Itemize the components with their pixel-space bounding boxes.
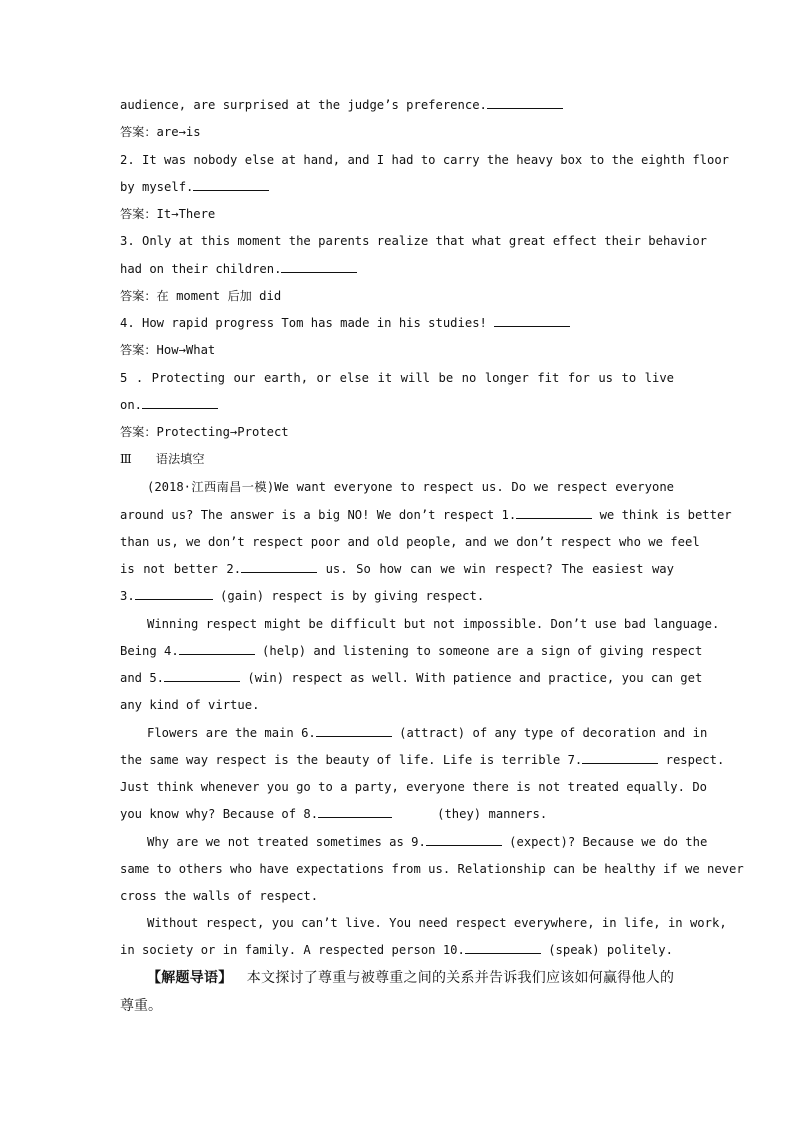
section-numeral: Ⅲ bbox=[120, 452, 132, 466]
guide-line2: 尊重。 bbox=[120, 998, 162, 1014]
answer-blank-4 bbox=[179, 643, 255, 655]
answer-blank-1 bbox=[516, 507, 592, 519]
question-2: 2. It was nobody else at hand, and I had to carry the heavy box to the eighth floor bbox=[120, 153, 730, 167]
passage-p4-line2: same to others who have expectations from us. Relationship can be healthy if we never bbox=[120, 862, 744, 876]
question-1-tail: audience, are surprised at the judge’s preference. bbox=[120, 97, 674, 113]
section-heading bbox=[120, 451, 674, 467]
answer-blank-5 bbox=[164, 670, 240, 682]
section-title: 语法填空 bbox=[155, 452, 205, 466]
passage-p4-line1: Why are we not treated sometimes as 9. (expect)? Because we do the bbox=[147, 835, 708, 849]
passage-p1-line3: than us, we don’t respect poor and old people, and we don’t respect who we feel bbox=[120, 535, 700, 549]
answer-blank-3 bbox=[135, 588, 213, 600]
passage-p2-line2: Being 4. (help) and listening to someone are a sign of giving respect bbox=[120, 644, 703, 658]
question-5: 5 . Protecting our earth, or else it will be no longer fit for us to live bbox=[120, 371, 674, 385]
passage-p1-line2: around us? The answer is a big NO! We don’t respect 1. we think is better bbox=[120, 508, 732, 522]
passage-p3-line2: the same way respect is the beauty of life. Life is terrible 7. respect. bbox=[120, 753, 725, 767]
answer-blank bbox=[494, 315, 570, 327]
question-2-cont: by myself. bbox=[120, 179, 674, 195]
passage-p1-line5: 3. (gain) respect is by giving respect. bbox=[120, 589, 485, 603]
passage-p3-line4: you know why? Because of 8. (they) manners. bbox=[120, 807, 548, 821]
answer-blank bbox=[142, 397, 218, 409]
passage-p4-line3: cross the walls of respect. bbox=[120, 889, 319, 903]
passage-p2-line3: and 5. (win) respect as well. With patience and practice, you can get bbox=[120, 671, 703, 685]
answer-blank-2 bbox=[241, 561, 317, 573]
answer-blank-9 bbox=[426, 834, 502, 846]
answer-2: 答案：It→There bbox=[120, 207, 216, 221]
question-3-cont: had on their children. bbox=[120, 261, 674, 277]
passage-p3-line1: Flowers are the main 6. (attract) of any type of decoration and in bbox=[147, 726, 708, 740]
answer-blank bbox=[193, 179, 269, 191]
guide-line1: 【解题导语】 本文探讨了尊重与被尊重之间的关系并告诉我们应该如何赢得他人的 bbox=[147, 970, 674, 986]
passage-p1-line1: (2018·江西南昌一模)We want everyone to respect us. Do we respect everyone bbox=[147, 480, 674, 494]
guide-label: 【解题导语】 bbox=[147, 970, 233, 986]
question-4: 4. How rapid progress Tom has made in his studies! bbox=[120, 315, 674, 331]
answer-4: 答案：How→What bbox=[120, 343, 216, 357]
passage-p2-line4: any kind of virtue. bbox=[120, 698, 260, 712]
question-3: 3. Only at this moment the parents realize that what great effect their behavior bbox=[120, 234, 707, 248]
question-5-cont: on. bbox=[120, 397, 674, 413]
passage-p5-line1: Without respect, you can’t live. You need respect everywhere, in life, in work, bbox=[147, 916, 727, 930]
passage-p3-line3: Just think whenever you go to a party, everyone there is not treated equally. Do bbox=[120, 780, 707, 794]
answer-blank-8 bbox=[318, 806, 392, 818]
passage-p1-line4: is not better 2. us. So how can we win respect? The easiest way bbox=[120, 562, 674, 576]
answer-blank-6 bbox=[316, 725, 392, 737]
passage-p5-line2: in society or in family. A respected person 10. (speak) politely. bbox=[120, 943, 673, 957]
answer-3: 答案：在 moment 后加 did bbox=[120, 289, 282, 303]
passage-p2-line1: Winning respect might be difficult but not impossible. Don’t use bad language. bbox=[147, 617, 720, 631]
answer-blank-10 bbox=[465, 942, 541, 954]
answer-blank bbox=[281, 261, 357, 273]
answer-5: 答案：Protecting→Protect bbox=[120, 425, 289, 439]
answer-1: 答案：are→is bbox=[120, 125, 201, 139]
answer-blank-7 bbox=[582, 752, 658, 764]
answer-blank bbox=[487, 97, 563, 109]
